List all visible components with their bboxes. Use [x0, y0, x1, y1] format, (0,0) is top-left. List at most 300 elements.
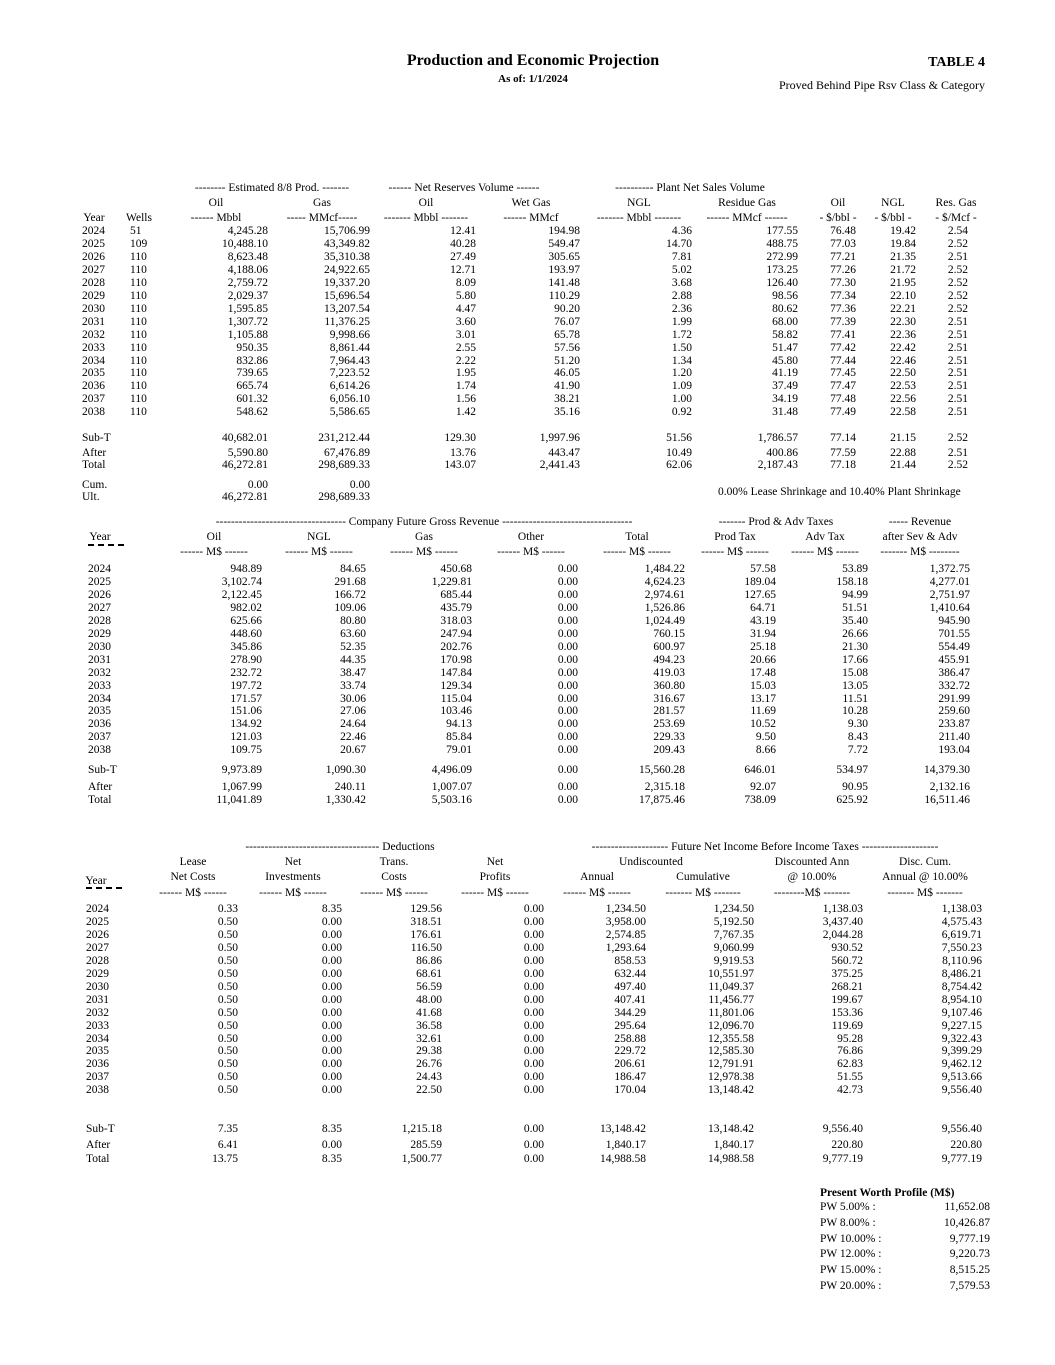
total-label: Sub-T — [88, 764, 117, 776]
table-cell: 5.80 — [455, 289, 476, 302]
total-cell: 1,840.17 — [605, 1139, 646, 1151]
table-cell: 318.51 — [410, 915, 442, 928]
table-cell: 37.49 — [772, 380, 798, 393]
table-cell: 13.17 — [750, 692, 776, 705]
table-cell: 360.80 — [653, 679, 685, 692]
table-cell: 950.35 — [236, 341, 268, 354]
table-cell: 57.58 — [750, 563, 776, 575]
table-cell: 8.66 — [755, 744, 776, 757]
year-cell: 2029 — [88, 627, 111, 640]
table-cell: 177.55 — [766, 225, 798, 237]
year-cell: 2025 — [86, 915, 109, 928]
table-cell: 25.18 — [750, 640, 776, 653]
table-cell: 4,624.23 — [644, 575, 685, 588]
table-cell: 29.38 — [416, 1045, 442, 1058]
total-cell: 1,997.96 — [539, 432, 580, 444]
column-header: ----- MMcf----- — [286, 212, 358, 224]
table-cell: 22.36 — [890, 328, 916, 341]
table-cell: 9,998.66 — [329, 328, 370, 341]
year-cell: 2030 — [86, 980, 109, 993]
shrinkage-note: 0.00% Lease Shrinkage and 10.40% Plant Shrinkage — [718, 486, 961, 498]
table-cell: 2,759.72 — [227, 276, 268, 289]
column-header: ------ MMcf — [503, 212, 559, 224]
table-cell: 15,706.99 — [324, 225, 370, 237]
table-cell: 56.59 — [416, 980, 442, 993]
table-cell: 51.20 — [554, 354, 580, 367]
column-header: Res. Gas — [935, 197, 977, 209]
pw-value: 11,652.08 — [944, 1201, 990, 1213]
table-cell: 6,056.10 — [329, 393, 370, 406]
table-cell: 12,978.38 — [708, 1071, 754, 1084]
table-cell: 0.50 — [217, 1006, 238, 1019]
table-cell: 0.50 — [217, 928, 238, 941]
table-cell: 2.22 — [455, 354, 476, 367]
table-cell: 62.83 — [837, 1058, 863, 1071]
total-cell: 8.35 — [321, 1123, 342, 1135]
table-cell: 0.00 — [557, 563, 578, 575]
pw-rate: PW 10.00% : — [820, 1232, 882, 1245]
table-cell: 0.00 — [557, 744, 578, 757]
table-cell: 41.90 — [554, 380, 580, 393]
year-cell: 2038 — [82, 406, 105, 419]
table-cell: 332.72 — [938, 679, 970, 692]
table-cell: 119.69 — [831, 1019, 863, 1032]
table-cell: 26.76 — [416, 1058, 442, 1071]
year-cell: 2032 — [88, 666, 111, 679]
total-cell: 2,315.18 — [644, 781, 685, 793]
table-cell: 3.60 — [455, 315, 476, 328]
table-cell: 194.98 — [548, 225, 580, 237]
table-cell: 0.00 — [557, 692, 578, 705]
total-cell: 40,682.01 — [222, 432, 268, 444]
total-cell: 0.00 — [321, 1139, 342, 1151]
total-cell: 1,007.07 — [431, 781, 472, 793]
table-cell: 90.20 — [554, 302, 580, 315]
table-cell: 26.66 — [842, 627, 868, 640]
present-worth-row — [820, 1233, 990, 1249]
column-header: NGL — [307, 531, 331, 543]
table-cell: 0.50 — [217, 941, 238, 954]
table-cell: 5,192.50 — [713, 915, 754, 928]
column-header: ------ M$ ------ — [259, 887, 327, 899]
column-header: -------------------- Future Net Income Before Income Taxes -------------------- — [591, 841, 939, 853]
total-label: Total — [88, 794, 112, 806]
year-cell: 2034 — [88, 692, 111, 705]
table-cell: 11.51 — [842, 692, 868, 705]
table-cell: 0.00 — [321, 928, 342, 941]
total-cell: 143.07 — [444, 459, 476, 471]
table-cell: 1,410.64 — [929, 601, 970, 614]
table-cell: 158.18 — [836, 575, 868, 588]
total-cell: 51.56 — [666, 432, 692, 444]
table-cell: 4,188.06 — [227, 263, 268, 276]
year-cell: 2030 — [88, 640, 111, 653]
total-cell: 14,988.58 — [708, 1153, 754, 1165]
present-worth-row — [820, 1248, 990, 1264]
table-cell: 2.52 — [947, 276, 968, 289]
total-cell: 21.15 — [890, 432, 916, 444]
table-cell: 0.00 — [523, 903, 544, 915]
table-cell: 2.51 — [947, 380, 968, 393]
table-cell: 115.04 — [440, 692, 472, 705]
table-cell: 7,767.35 — [713, 928, 754, 941]
table-cell: 0.00 — [557, 601, 578, 614]
table-cell: 170.98 — [440, 653, 472, 666]
total-cell: 90.95 — [842, 781, 868, 793]
table-cell: 64.71 — [750, 601, 776, 614]
table-cell: 141.48 — [548, 276, 580, 289]
table-cell: 94.13 — [446, 718, 472, 731]
column-header: Net — [284, 856, 302, 868]
total-cell: 7.35 — [217, 1123, 238, 1135]
table-cell: 22.30 — [890, 315, 916, 328]
table-cell: 0.00 — [557, 666, 578, 679]
total-label: After — [88, 781, 113, 793]
table-cell: 4,245.28 — [227, 225, 268, 237]
total-cell: 5,503.16 — [431, 794, 472, 806]
column-header: -------- Estimated 8/8 Prod. ------- — [194, 182, 350, 194]
table-cell: 109 — [130, 237, 148, 250]
table-cell: 9,556.40 — [941, 1084, 982, 1097]
total-cell: 0.00 — [247, 479, 268, 491]
table-cell: 14.70 — [666, 237, 692, 250]
year-cell: 2036 — [88, 718, 111, 731]
total-cell: 22.88 — [890, 447, 916, 459]
column-header: Gas — [415, 531, 433, 543]
year-cell: 2025 — [88, 575, 111, 588]
table-cell: 560.72 — [831, 954, 863, 967]
total-label: Total — [86, 1153, 110, 1165]
table-cell: 77.21 — [830, 250, 856, 263]
table-cell: 0.00 — [523, 941, 544, 954]
table-cell: 127.65 — [744, 588, 776, 601]
table-cell: 116.50 — [410, 941, 442, 954]
pw-rate: PW 5.00% : — [820, 1201, 876, 1213]
table-cell: 945.90 — [938, 614, 970, 627]
year-cell: 2026 — [86, 928, 109, 941]
year-cell: 2028 — [88, 614, 111, 627]
total-cell: 0.00 — [523, 1139, 544, 1151]
year-cell: 2028 — [86, 954, 109, 967]
table-cell: 1.74 — [455, 380, 476, 393]
table-cell: 0.00 — [321, 993, 342, 1006]
table-cell: 7,964.43 — [329, 354, 370, 367]
table-cell: 625.66 — [230, 614, 262, 627]
table-cell: 1.95 — [455, 367, 476, 380]
table-cell: 0.00 — [557, 588, 578, 601]
table-cell: 110 — [130, 250, 147, 263]
table-cell: 9,060.99 — [713, 941, 754, 954]
table-cell: 4,575.43 — [941, 915, 982, 928]
column-header: Year — [89, 531, 111, 543]
table-cell: 35,310.38 — [324, 250, 370, 263]
column-header: Oil — [418, 197, 434, 209]
table-cell: 8,754.42 — [941, 980, 982, 993]
table-cell: 121.03 — [230, 731, 262, 744]
table-cell: 11,456.77 — [708, 993, 754, 1006]
table-cell: 407.41 — [614, 993, 646, 1006]
year-cell: 2028 — [82, 276, 105, 289]
column-header: Lease — [179, 856, 207, 868]
table-cell: 85.84 — [446, 731, 472, 744]
total-cell: 0.00 — [349, 479, 370, 491]
table-cell: 259.60 — [938, 705, 970, 718]
present-worth-title: Present Worth Profile (M$) — [820, 1187, 955, 1199]
column-header: NGL — [881, 197, 905, 209]
table-cell: 129.34 — [440, 679, 472, 692]
table-cell: 2.51 — [947, 406, 968, 419]
table-cell: 4,277.01 — [929, 575, 970, 588]
table-cell: 186.47 — [614, 1071, 646, 1084]
table-cell: 53.89 — [842, 563, 868, 575]
table-cell: 253.69 — [653, 718, 685, 731]
table-cell: 110 — [130, 380, 147, 393]
column-header: ------- M$ -------- — [880, 546, 960, 558]
year-cell: 2035 — [82, 367, 105, 380]
table-cell: 281.57 — [653, 705, 685, 718]
table-cell: 1,138.03 — [822, 903, 863, 915]
table-cell: 0.00 — [321, 954, 342, 967]
table-cell: 0.00 — [523, 967, 544, 980]
table-cell: 930.52 — [831, 941, 863, 954]
table-cell: 9,227.15 — [941, 1019, 982, 1032]
table-cell: 0.00 — [557, 653, 578, 666]
table-cell: 10,551.97 — [708, 967, 754, 980]
table-cell: 21.35 — [890, 250, 916, 263]
table-cell: 76.86 — [837, 1045, 863, 1058]
table-cell: 0.00 — [523, 980, 544, 993]
total-label: Sub-T — [86, 1123, 115, 1135]
table-cell: 982.02 — [230, 601, 262, 614]
total-cell: 129.30 — [444, 432, 476, 444]
column-header: Gas — [313, 197, 331, 209]
table-cell: 86.86 — [416, 954, 442, 967]
table-cell: 229.72 — [614, 1045, 646, 1058]
table-cell: 2.52 — [947, 263, 968, 276]
table-cell: 3.68 — [671, 276, 692, 289]
present-worth-row — [820, 1280, 990, 1296]
table-cell: 35.40 — [842, 614, 868, 627]
table-cell: 4.47 — [455, 302, 476, 315]
column-header: ------- M$ ------- — [887, 887, 963, 899]
table-cell: 2.52 — [947, 289, 968, 302]
table-cell: 12,791.91 — [708, 1058, 754, 1071]
year-cell: 2030 — [82, 302, 105, 315]
table-cell: 170.04 — [614, 1084, 646, 1097]
table-cell: 0.00 — [321, 967, 342, 980]
table-number: TABLE 4 — [928, 55, 985, 70]
table-cell: 176.61 — [410, 928, 442, 941]
total-cell: 46,272.81 — [222, 491, 268, 503]
table-cell: 202.76 — [440, 640, 472, 653]
table-cell: 2,122.45 — [221, 588, 262, 601]
total-label: Sub-T — [82, 432, 111, 444]
table-cell: 17.48 — [750, 666, 776, 679]
total-cell: 231,212.44 — [318, 432, 370, 444]
table-cell: 9,513.66 — [941, 1071, 982, 1084]
total-cell: 17,875.46 — [639, 794, 685, 806]
table-cell: 77.44 — [830, 354, 856, 367]
table-cell: 316.67 — [653, 692, 685, 705]
table-cell: 0.00 — [557, 640, 578, 653]
table-cell: 0.50 — [217, 1045, 238, 1058]
total-cell: 62.06 — [666, 459, 692, 471]
column-header: ------ M$ ------ — [159, 887, 227, 899]
table-cell: 1,229.81 — [431, 575, 472, 588]
column-header: ------ M$ ------ — [603, 546, 671, 558]
table-cell: 548.62 — [236, 406, 268, 419]
total-cell: 443.47 — [548, 447, 580, 459]
total-cell: 1,090.30 — [325, 764, 366, 776]
table-cell: 38.21 — [554, 393, 580, 406]
table-cell: 84.65 — [340, 563, 366, 575]
table-cell: 34.19 — [772, 393, 798, 406]
total-cell: 220.80 — [831, 1139, 863, 1151]
column-header: Profits — [479, 871, 511, 883]
table-cell: 1.56 — [455, 393, 476, 406]
table-cell: 0.00 — [321, 941, 342, 954]
column-header: Trans. — [379, 856, 409, 868]
table-cell: 7.81 — [671, 250, 692, 263]
table-cell: 43.19 — [750, 614, 776, 627]
column-header: @ 10.00% — [787, 871, 837, 883]
total-cell: 9,777.19 — [822, 1153, 863, 1165]
column-header: ------ M$ ------ — [360, 887, 428, 899]
present-worth-row — [820, 1217, 990, 1233]
total-cell: 46,272.81 — [222, 459, 268, 471]
table-cell: 2,044.28 — [822, 928, 863, 941]
present-worth-profile — [820, 1187, 990, 1296]
column-header: Oil — [830, 197, 846, 209]
column-header: Costs — [381, 871, 407, 883]
table-cell: 9.30 — [847, 718, 868, 731]
table-cell: 77.47 — [830, 380, 856, 393]
total-cell: 0.00 — [523, 1123, 544, 1135]
table-cell: 193.04 — [938, 744, 970, 757]
column-header: ------ M$ ------ — [461, 887, 529, 899]
column-header: Discounted Ann — [774, 856, 850, 868]
column-header: ------- M$ ------- — [665, 887, 741, 899]
present-worth-row — [820, 1201, 990, 1217]
table-cell: 0.00 — [557, 614, 578, 627]
column-header: ------ Mbbl — [190, 212, 242, 224]
total-cell: 240.11 — [334, 781, 366, 793]
table-cell: 24,922.65 — [324, 263, 370, 276]
table-cell: 375.25 — [831, 967, 863, 980]
column-header: Oil — [208, 197, 224, 209]
table-cell: 44.35 — [340, 653, 366, 666]
column-header: ---------- Plant Net Sales Volume — [615, 182, 765, 194]
table-cell: 12,096.70 — [708, 1019, 754, 1032]
table-cell: 0.00 — [321, 1045, 342, 1058]
table-cell: 0.00 — [557, 718, 578, 731]
table-cell: 6,619.71 — [941, 928, 982, 941]
header-underline — [86, 887, 122, 889]
table-cell: 0.00 — [557, 575, 578, 588]
table-cell: 77.45 — [830, 367, 856, 380]
table-cell: 0.00 — [557, 705, 578, 718]
year-cell: 2033 — [82, 341, 105, 354]
table-cell: 1,307.72 — [227, 315, 268, 328]
year-cell: 2035 — [88, 705, 111, 718]
table-cell: 51.47 — [772, 341, 798, 354]
column-header: Residue Gas — [718, 197, 776, 209]
total-cell: 2,187.43 — [757, 459, 798, 471]
year-cell: 2034 — [86, 1032, 109, 1045]
table-cell: 22.46 — [340, 731, 366, 744]
total-cell: 298,689.33 — [318, 459, 370, 471]
table-cell: 20.66 — [750, 653, 776, 666]
table-cell: 32.61 — [416, 1032, 442, 1045]
table-cell: 63.60 — [340, 627, 366, 640]
table-cell: 8.43 — [847, 731, 868, 744]
total-cell: 15,560.28 — [639, 764, 685, 776]
year-cell: 2037 — [88, 731, 111, 744]
year-cell: 2027 — [88, 601, 111, 614]
table-cell: 22.53 — [890, 380, 916, 393]
table-cell: 94.99 — [842, 588, 868, 601]
table-cell: 8,110.96 — [942, 954, 982, 967]
table-cell: 247.94 — [440, 627, 472, 640]
year-cell: 2036 — [86, 1058, 109, 1071]
pw-value: 9,777.19 — [949, 1232, 990, 1245]
column-header: Disc. Cum. — [898, 856, 952, 868]
column-header: ------ M$ ------ — [563, 887, 631, 899]
year-cell: 2038 — [86, 1084, 109, 1097]
table-cell: 110 — [130, 393, 147, 406]
table-cell: 206.61 — [614, 1058, 646, 1071]
column-header: Cumulative — [676, 871, 730, 883]
table-cell: 22.56 — [890, 393, 916, 406]
table-cell: 211.40 — [938, 731, 970, 744]
year-cell: 2026 — [88, 588, 111, 601]
table-cell: 19,337.20 — [324, 276, 370, 289]
table-cell: 11,801.06 — [708, 1006, 754, 1019]
total-cell: 646.01 — [744, 764, 776, 776]
table-cell: 77.03 — [830, 237, 856, 250]
total-cell: 0.00 — [557, 781, 578, 793]
table-cell: 0.00 — [523, 1084, 544, 1097]
table-cell: 1.00 — [671, 393, 692, 406]
column-header: Adv Tax — [805, 531, 845, 543]
column-header: ------- Mbbl ------- — [596, 212, 682, 224]
table-cell: 19.84 — [890, 237, 916, 250]
table-cell: 8,486.21 — [941, 967, 982, 980]
table-cell: 8,623.48 — [227, 250, 268, 263]
column-header: after Sev & Adv — [882, 531, 958, 543]
table-cell: 419.03 — [653, 666, 685, 679]
table-cell: 7,550.23 — [941, 941, 982, 954]
total-cell: 13,148.42 — [600, 1123, 646, 1135]
table-cell: 17.66 — [842, 653, 868, 666]
table-cell: 189.04 — [744, 575, 776, 588]
table-cell: 0.33 — [217, 903, 238, 915]
table-cell: 22.58 — [890, 406, 916, 419]
table-cell: 455.91 — [938, 653, 970, 666]
table-cell: 0.92 — [671, 406, 692, 419]
total-cell: 13,148.42 — [708, 1123, 754, 1135]
reserve-category: Proved Behind Pipe Rsv Class & Category — [779, 78, 985, 92]
table-cell: 76.48 — [830, 225, 856, 237]
table-cell: 291.68 — [334, 575, 366, 588]
pw-value: 7,579.53 — [949, 1279, 990, 1292]
table-cell: 77.30 — [830, 276, 856, 289]
total-cell: 4,496.09 — [431, 764, 472, 776]
table-cell: 665.74 — [236, 380, 268, 393]
table-cell: 20.67 — [340, 744, 366, 757]
table-cell: 3.01 — [455, 328, 476, 341]
table-cell: 11.69 — [750, 705, 776, 718]
